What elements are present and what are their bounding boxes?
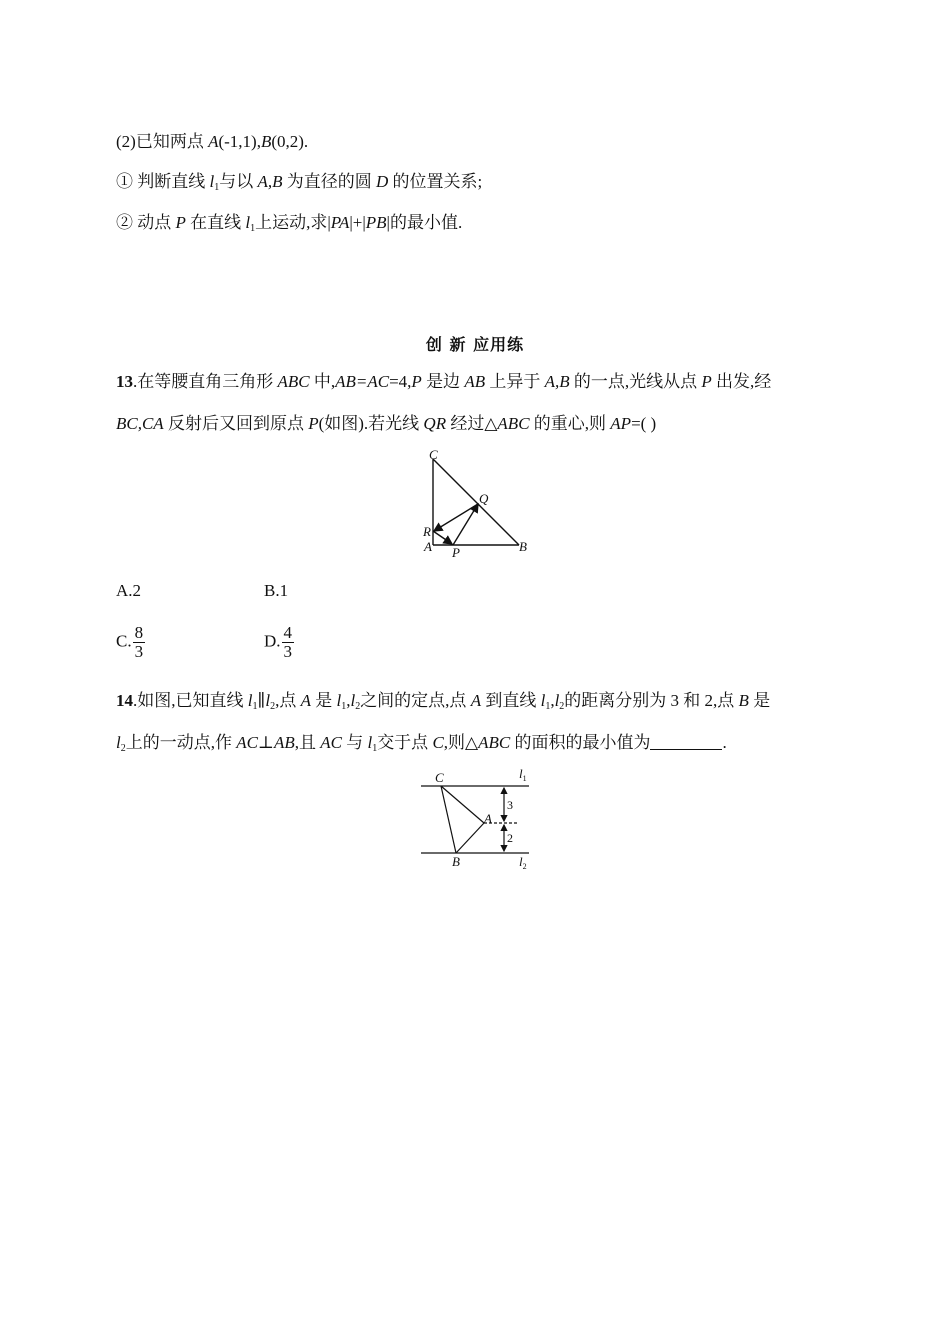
q13-side-cb [433,459,519,545]
part2-intro: (2)已知两点 A(-1,1),B(0,2). [116,132,309,151]
q13-option-a[interactable]: A.2 [116,581,142,600]
q13-ray-pq [453,504,478,545]
q13-option-c[interactable]: C. $\frac{8}{3}$ [116,623,144,661]
q14-line-2: $l_2$上的一动点,作 AC⊥AB,且 AC 与 $l_1$交于点 C,则△ABC 的面积的最小值为 . [116,733,727,754]
q13-label-r: R [423,524,431,539]
q13-label-b: B [519,539,527,554]
q13-line-1: 13.在等腰直角三角形 ABC 中,AB=AC=4,P 是边 AB 上异于 A,B 的一点,光线从点 P 出发,经 [116,372,772,391]
q13-label-q: Q [479,491,489,506]
q14-distance-3: 3 [507,798,513,812]
q14-label-a: A [484,811,492,826]
q13-ray-qr [434,504,478,531]
part2-question-1: ① 判断直线 $l_1$与以 A,B 为直径的圆 D 的位置关系; [116,172,483,193]
q14-side-ab [456,823,484,853]
q13-option-b[interactable]: B.1 [264,581,289,600]
part2-question-2: ② 动点 P 在直线 $l_1$上运动,求|PA|+|PB|的最小值. [116,213,463,234]
q14-label-l2: $l_2$ [519,854,527,871]
q13-option-d[interactable]: D. $\frac{4}{3}$ [264,623,293,661]
q14-line-1: 14.如图,已知直线 $l_1\parallel l_2$,点 A 是 $l_1,l_2$之间的定点,点 A 到直线 $l_1,l_2$的距离分别为 3 和 2,点 B 是 [116,691,771,712]
q13-figure [415,445,535,565]
q13-label-p: P [452,545,460,560]
q14-distance-2: 2 [507,831,513,845]
q14-label-l1: $l_1$ [519,766,527,783]
q13-label-c: C [429,447,438,462]
q13-line-2: BC,CA 反射后又回到原点 P(如图).若光线 QR 经过△ABC 的重心,则 AP=( ) [116,414,657,433]
section-title: 创 新 应用练 [425,335,525,354]
q13-ray-rp [433,531,452,544]
q14-label-c: C [435,770,444,785]
q14-figure [415,765,535,875]
q14-side-cb [441,786,456,853]
answer-blank[interactable] [650,733,722,750]
q14-label-b: B [452,854,460,869]
q13-label-a: A [424,539,432,554]
